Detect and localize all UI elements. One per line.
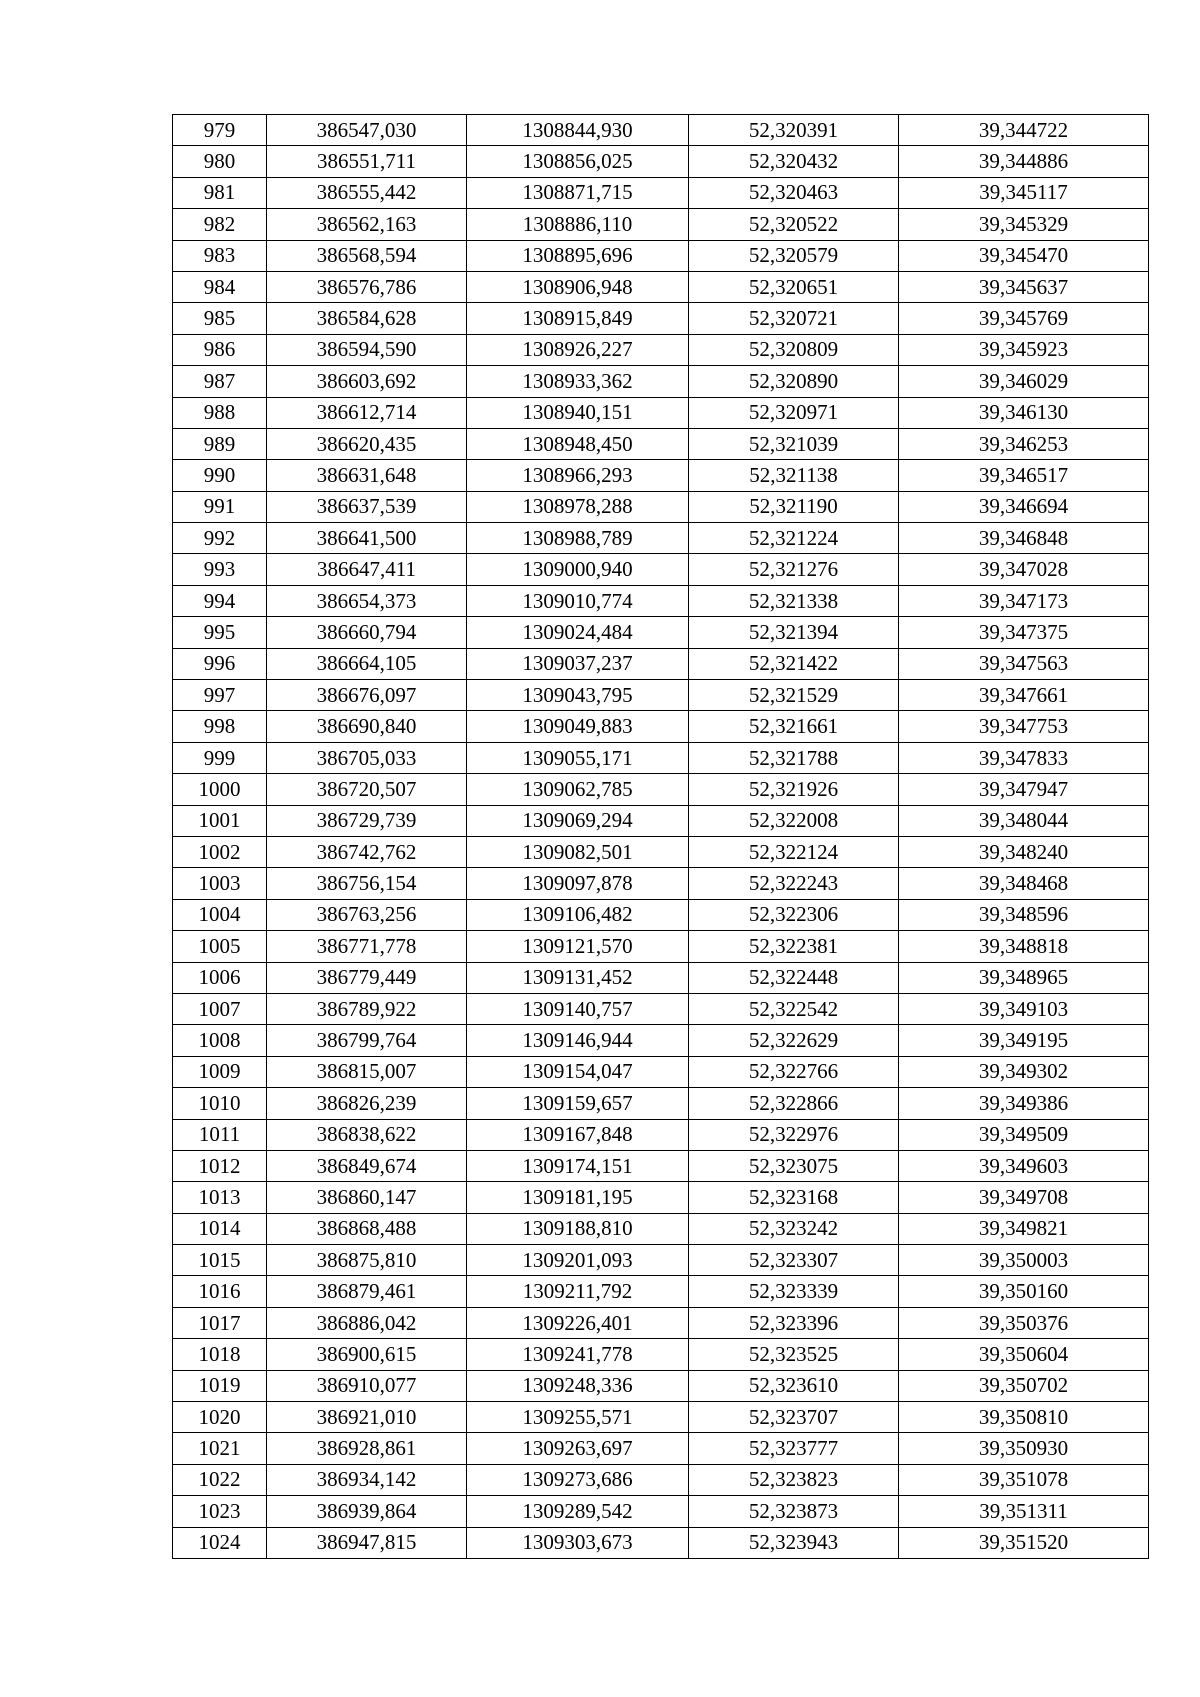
longitude-cell: 39,346848 bbox=[899, 523, 1149, 554]
x-coordinate-cell: 386763,256 bbox=[267, 899, 467, 930]
longitude-cell: 39,349103 bbox=[899, 993, 1149, 1024]
x-coordinate-cell: 386547,030 bbox=[267, 115, 467, 146]
x-coordinate-cell: 386928,861 bbox=[267, 1433, 467, 1464]
latitude-cell: 52,323777 bbox=[689, 1433, 899, 1464]
y-coordinate-cell: 1309049,883 bbox=[467, 711, 689, 742]
point-number-cell: 980 bbox=[173, 146, 267, 177]
y-coordinate-cell: 1309000,940 bbox=[467, 554, 689, 585]
y-coordinate-cell: 1309303,673 bbox=[467, 1527, 689, 1558]
x-coordinate-cell: 386799,764 bbox=[267, 1025, 467, 1056]
longitude-cell: 39,344722 bbox=[899, 115, 1149, 146]
latitude-cell: 52,321276 bbox=[689, 554, 899, 585]
table-row bbox=[173, 899, 1149, 930]
table-row bbox=[173, 554, 1149, 585]
y-coordinate-cell: 1309146,944 bbox=[467, 1025, 689, 1056]
longitude-cell: 39,345117 bbox=[899, 177, 1149, 208]
y-coordinate-cell: 1309062,785 bbox=[467, 774, 689, 805]
y-coordinate-cell: 1309037,237 bbox=[467, 648, 689, 679]
longitude-cell: 39,350160 bbox=[899, 1276, 1149, 1307]
latitude-cell: 52,322629 bbox=[689, 1025, 899, 1056]
latitude-cell: 52,320432 bbox=[689, 146, 899, 177]
point-number-cell: 1022 bbox=[173, 1464, 267, 1495]
y-coordinate-cell: 1308966,293 bbox=[467, 460, 689, 491]
x-coordinate-cell: 386868,488 bbox=[267, 1213, 467, 1244]
x-coordinate-cell: 386729,739 bbox=[267, 805, 467, 836]
y-coordinate-cell: 1309226,401 bbox=[467, 1307, 689, 1338]
latitude-cell: 52,320522 bbox=[689, 209, 899, 240]
x-coordinate-cell: 386647,411 bbox=[267, 554, 467, 585]
table-row bbox=[173, 1088, 1149, 1119]
point-number-cell: 1006 bbox=[173, 962, 267, 993]
longitude-cell: 39,347947 bbox=[899, 774, 1149, 805]
y-coordinate-cell: 1308895,696 bbox=[467, 240, 689, 271]
table-row bbox=[173, 1276, 1149, 1307]
x-coordinate-cell: 386879,461 bbox=[267, 1276, 467, 1307]
y-coordinate-cell: 1308940,151 bbox=[467, 397, 689, 428]
latitude-cell: 52,323525 bbox=[689, 1339, 899, 1370]
longitude-cell: 39,347833 bbox=[899, 742, 1149, 773]
point-number-cell: 1015 bbox=[173, 1245, 267, 1276]
x-coordinate-cell: 386779,449 bbox=[267, 962, 467, 993]
table-row bbox=[173, 931, 1149, 962]
x-coordinate-cell: 386551,711 bbox=[267, 146, 467, 177]
latitude-cell: 52,320890 bbox=[689, 366, 899, 397]
longitude-cell: 39,347375 bbox=[899, 617, 1149, 648]
y-coordinate-cell: 1309055,171 bbox=[467, 742, 689, 773]
point-number-cell: 1019 bbox=[173, 1370, 267, 1401]
table-row bbox=[173, 680, 1149, 711]
point-number-cell: 997 bbox=[173, 680, 267, 711]
longitude-cell: 39,349386 bbox=[899, 1088, 1149, 1119]
point-number-cell: 979 bbox=[173, 115, 267, 146]
longitude-cell: 39,349821 bbox=[899, 1213, 1149, 1244]
y-coordinate-cell: 1309167,848 bbox=[467, 1119, 689, 1150]
y-coordinate-cell: 1308844,930 bbox=[467, 115, 689, 146]
latitude-cell: 52,321788 bbox=[689, 742, 899, 773]
point-number-cell: 996 bbox=[173, 648, 267, 679]
x-coordinate-cell: 386771,778 bbox=[267, 931, 467, 962]
table-row bbox=[173, 523, 1149, 554]
y-coordinate-cell: 1309211,792 bbox=[467, 1276, 689, 1307]
y-coordinate-cell: 1309181,195 bbox=[467, 1182, 689, 1213]
latitude-cell: 52,322766 bbox=[689, 1056, 899, 1087]
latitude-cell: 52,322448 bbox=[689, 962, 899, 993]
point-number-cell: 990 bbox=[173, 460, 267, 491]
table-row bbox=[173, 1213, 1149, 1244]
y-coordinate-cell: 1309024,484 bbox=[467, 617, 689, 648]
point-number-cell: 1005 bbox=[173, 931, 267, 962]
longitude-cell: 39,347173 bbox=[899, 585, 1149, 616]
longitude-cell: 39,346253 bbox=[899, 428, 1149, 459]
x-coordinate-cell: 386584,628 bbox=[267, 303, 467, 334]
x-coordinate-cell: 386756,154 bbox=[267, 868, 467, 899]
table-row bbox=[173, 774, 1149, 805]
point-number-cell: 1013 bbox=[173, 1182, 267, 1213]
latitude-cell: 52,323873 bbox=[689, 1496, 899, 1527]
point-number-cell: 984 bbox=[173, 271, 267, 302]
longitude-cell: 39,348468 bbox=[899, 868, 1149, 899]
y-coordinate-cell: 1309043,795 bbox=[467, 680, 689, 711]
x-coordinate-cell: 386934,142 bbox=[267, 1464, 467, 1495]
point-number-cell: 1012 bbox=[173, 1150, 267, 1181]
latitude-cell: 52,321338 bbox=[689, 585, 899, 616]
latitude-cell: 52,323396 bbox=[689, 1307, 899, 1338]
table-row bbox=[173, 1339, 1149, 1370]
table-row bbox=[173, 271, 1149, 302]
latitude-cell: 52,322866 bbox=[689, 1088, 899, 1119]
longitude-cell: 39,348965 bbox=[899, 962, 1149, 993]
point-number-cell: 988 bbox=[173, 397, 267, 428]
x-coordinate-cell: 386838,622 bbox=[267, 1119, 467, 1150]
latitude-cell: 52,320579 bbox=[689, 240, 899, 271]
y-coordinate-cell: 1309201,093 bbox=[467, 1245, 689, 1276]
latitude-cell: 52,323075 bbox=[689, 1150, 899, 1181]
point-number-cell: 983 bbox=[173, 240, 267, 271]
point-number-cell: 994 bbox=[173, 585, 267, 616]
longitude-cell: 39,344886 bbox=[899, 146, 1149, 177]
table-row bbox=[173, 742, 1149, 773]
x-coordinate-cell: 386815,007 bbox=[267, 1056, 467, 1087]
latitude-cell: 52,321394 bbox=[689, 617, 899, 648]
latitude-cell: 52,321190 bbox=[689, 491, 899, 522]
longitude-cell: 39,349708 bbox=[899, 1182, 1149, 1213]
latitude-cell: 52,321224 bbox=[689, 523, 899, 554]
latitude-cell: 52,321422 bbox=[689, 648, 899, 679]
latitude-cell: 52,322381 bbox=[689, 931, 899, 962]
table-row bbox=[173, 1245, 1149, 1276]
table-row bbox=[173, 711, 1149, 742]
y-coordinate-cell: 1309289,542 bbox=[467, 1496, 689, 1527]
table-row bbox=[173, 1307, 1149, 1338]
longitude-cell: 39,345470 bbox=[899, 240, 1149, 271]
table-row bbox=[173, 1150, 1149, 1181]
x-coordinate-cell: 386555,442 bbox=[267, 177, 467, 208]
longitude-cell: 39,347753 bbox=[899, 711, 1149, 742]
longitude-cell: 39,350376 bbox=[899, 1307, 1149, 1338]
table-row bbox=[173, 115, 1149, 146]
point-number-cell: 1018 bbox=[173, 1339, 267, 1370]
x-coordinate-cell: 386594,590 bbox=[267, 334, 467, 365]
latitude-cell: 52,322306 bbox=[689, 899, 899, 930]
y-coordinate-cell: 1308926,227 bbox=[467, 334, 689, 365]
point-number-cell: 993 bbox=[173, 554, 267, 585]
point-number-cell: 1023 bbox=[173, 1496, 267, 1527]
table-row bbox=[173, 303, 1149, 334]
longitude-cell: 39,346029 bbox=[899, 366, 1149, 397]
latitude-cell: 52,323823 bbox=[689, 1464, 899, 1495]
point-number-cell: 1000 bbox=[173, 774, 267, 805]
y-coordinate-cell: 1308906,948 bbox=[467, 271, 689, 302]
table-row bbox=[173, 617, 1149, 648]
latitude-cell: 52,323168 bbox=[689, 1182, 899, 1213]
x-coordinate-cell: 386860,147 bbox=[267, 1182, 467, 1213]
table-row bbox=[173, 1402, 1149, 1433]
x-coordinate-cell: 386676,097 bbox=[267, 680, 467, 711]
x-coordinate-cell: 386637,539 bbox=[267, 491, 467, 522]
point-number-cell: 1008 bbox=[173, 1025, 267, 1056]
longitude-cell: 39,348240 bbox=[899, 836, 1149, 867]
latitude-cell: 52,323943 bbox=[689, 1527, 899, 1558]
longitude-cell: 39,349603 bbox=[899, 1150, 1149, 1181]
point-number-cell: 1002 bbox=[173, 836, 267, 867]
latitude-cell: 52,322976 bbox=[689, 1119, 899, 1150]
longitude-cell: 39,348818 bbox=[899, 931, 1149, 962]
point-number-cell: 986 bbox=[173, 334, 267, 365]
longitude-cell: 39,345637 bbox=[899, 271, 1149, 302]
latitude-cell: 52,320809 bbox=[689, 334, 899, 365]
longitude-cell: 39,350702 bbox=[899, 1370, 1149, 1401]
latitude-cell: 52,321039 bbox=[689, 428, 899, 459]
longitude-cell: 39,346694 bbox=[899, 491, 1149, 522]
x-coordinate-cell: 386720,507 bbox=[267, 774, 467, 805]
y-coordinate-cell: 1309241,778 bbox=[467, 1339, 689, 1370]
longitude-cell: 39,345769 bbox=[899, 303, 1149, 334]
table-row bbox=[173, 836, 1149, 867]
point-number-cell: 991 bbox=[173, 491, 267, 522]
latitude-cell: 52,322008 bbox=[689, 805, 899, 836]
latitude-cell: 52,320651 bbox=[689, 271, 899, 302]
longitude-cell: 39,350930 bbox=[899, 1433, 1149, 1464]
point-number-cell: 999 bbox=[173, 742, 267, 773]
y-coordinate-cell: 1308915,849 bbox=[467, 303, 689, 334]
coordinate-table bbox=[172, 114, 1149, 1559]
longitude-cell: 39,347563 bbox=[899, 648, 1149, 679]
point-number-cell: 1024 bbox=[173, 1527, 267, 1558]
table-row bbox=[173, 1527, 1149, 1558]
y-coordinate-cell: 1309255,571 bbox=[467, 1402, 689, 1433]
point-number-cell: 1011 bbox=[173, 1119, 267, 1150]
longitude-cell: 39,350810 bbox=[899, 1402, 1149, 1433]
longitude-cell: 39,351520 bbox=[899, 1527, 1149, 1558]
x-coordinate-cell: 386562,163 bbox=[267, 209, 467, 240]
longitude-cell: 39,346517 bbox=[899, 460, 1149, 491]
table-row bbox=[173, 868, 1149, 899]
point-number-cell: 989 bbox=[173, 428, 267, 459]
latitude-cell: 52,320721 bbox=[689, 303, 899, 334]
latitude-cell: 52,323242 bbox=[689, 1213, 899, 1244]
longitude-cell: 39,351311 bbox=[899, 1496, 1149, 1527]
longitude-cell: 39,348044 bbox=[899, 805, 1149, 836]
longitude-cell: 39,350003 bbox=[899, 1245, 1149, 1276]
y-coordinate-cell: 1309069,294 bbox=[467, 805, 689, 836]
table-row bbox=[173, 1056, 1149, 1087]
y-coordinate-cell: 1309159,657 bbox=[467, 1088, 689, 1119]
x-coordinate-cell: 386576,786 bbox=[267, 271, 467, 302]
y-coordinate-cell: 1309106,482 bbox=[467, 899, 689, 930]
x-coordinate-cell: 386826,239 bbox=[267, 1088, 467, 1119]
longitude-cell: 39,349302 bbox=[899, 1056, 1149, 1087]
table-row bbox=[173, 648, 1149, 679]
table-row bbox=[173, 585, 1149, 616]
x-coordinate-cell: 386690,840 bbox=[267, 711, 467, 742]
table-row bbox=[173, 1433, 1149, 1464]
table-row bbox=[173, 1464, 1149, 1495]
table-row bbox=[173, 146, 1149, 177]
y-coordinate-cell: 1309010,774 bbox=[467, 585, 689, 616]
longitude-cell: 39,345329 bbox=[899, 209, 1149, 240]
point-number-cell: 1004 bbox=[173, 899, 267, 930]
x-coordinate-cell: 386664,105 bbox=[267, 648, 467, 679]
y-coordinate-cell: 1308856,025 bbox=[467, 146, 689, 177]
longitude-cell: 39,351078 bbox=[899, 1464, 1149, 1495]
point-number-cell: 981 bbox=[173, 177, 267, 208]
table-row bbox=[173, 805, 1149, 836]
longitude-cell: 39,345923 bbox=[899, 334, 1149, 365]
x-coordinate-cell: 386620,435 bbox=[267, 428, 467, 459]
latitude-cell: 52,323307 bbox=[689, 1245, 899, 1276]
x-coordinate-cell: 386789,922 bbox=[267, 993, 467, 1024]
x-coordinate-cell: 386568,594 bbox=[267, 240, 467, 271]
y-coordinate-cell: 1308886,110 bbox=[467, 209, 689, 240]
table-row bbox=[173, 962, 1149, 993]
y-coordinate-cell: 1309140,757 bbox=[467, 993, 689, 1024]
y-coordinate-cell: 1309121,570 bbox=[467, 931, 689, 962]
y-coordinate-cell: 1309248,336 bbox=[467, 1370, 689, 1401]
y-coordinate-cell: 1308978,288 bbox=[467, 491, 689, 522]
point-number-cell: 1017 bbox=[173, 1307, 267, 1338]
x-coordinate-cell: 386641,500 bbox=[267, 523, 467, 554]
y-coordinate-cell: 1309273,686 bbox=[467, 1464, 689, 1495]
table-row bbox=[173, 993, 1149, 1024]
table-row bbox=[173, 240, 1149, 271]
y-coordinate-cell: 1309131,452 bbox=[467, 962, 689, 993]
point-number-cell: 1020 bbox=[173, 1402, 267, 1433]
point-number-cell: 1003 bbox=[173, 868, 267, 899]
y-coordinate-cell: 1309082,501 bbox=[467, 836, 689, 867]
latitude-cell: 52,321138 bbox=[689, 460, 899, 491]
x-coordinate-cell: 386886,042 bbox=[267, 1307, 467, 1338]
table-row bbox=[173, 460, 1149, 491]
point-number-cell: 1010 bbox=[173, 1088, 267, 1119]
longitude-cell: 39,346130 bbox=[899, 397, 1149, 428]
table-row bbox=[173, 209, 1149, 240]
x-coordinate-cell: 386631,648 bbox=[267, 460, 467, 491]
latitude-cell: 52,320391 bbox=[689, 115, 899, 146]
point-number-cell: 1021 bbox=[173, 1433, 267, 1464]
point-number-cell: 1009 bbox=[173, 1056, 267, 1087]
table-row bbox=[173, 1182, 1149, 1213]
table-row bbox=[173, 1496, 1149, 1527]
latitude-cell: 52,323339 bbox=[689, 1276, 899, 1307]
point-number-cell: 987 bbox=[173, 366, 267, 397]
x-coordinate-cell: 386849,674 bbox=[267, 1150, 467, 1181]
latitude-cell: 52,322243 bbox=[689, 868, 899, 899]
x-coordinate-cell: 386900,615 bbox=[267, 1339, 467, 1370]
x-coordinate-cell: 386742,762 bbox=[267, 836, 467, 867]
table-row bbox=[173, 1119, 1149, 1150]
y-coordinate-cell: 1308933,362 bbox=[467, 366, 689, 397]
table-row bbox=[173, 334, 1149, 365]
table-row bbox=[173, 366, 1149, 397]
point-number-cell: 992 bbox=[173, 523, 267, 554]
x-coordinate-cell: 386910,077 bbox=[267, 1370, 467, 1401]
longitude-cell: 39,347661 bbox=[899, 680, 1149, 711]
latitude-cell: 52,322124 bbox=[689, 836, 899, 867]
latitude-cell: 52,321926 bbox=[689, 774, 899, 805]
y-coordinate-cell: 1309188,810 bbox=[467, 1213, 689, 1244]
y-coordinate-cell: 1309154,047 bbox=[467, 1056, 689, 1087]
x-coordinate-cell: 386875,810 bbox=[267, 1245, 467, 1276]
point-number-cell: 1016 bbox=[173, 1276, 267, 1307]
longitude-cell: 39,347028 bbox=[899, 554, 1149, 585]
y-coordinate-cell: 1308871,715 bbox=[467, 177, 689, 208]
x-coordinate-cell: 386654,373 bbox=[267, 585, 467, 616]
y-coordinate-cell: 1308988,789 bbox=[467, 523, 689, 554]
latitude-cell: 52,321529 bbox=[689, 680, 899, 711]
longitude-cell: 39,349195 bbox=[899, 1025, 1149, 1056]
point-number-cell: 995 bbox=[173, 617, 267, 648]
point-number-cell: 1001 bbox=[173, 805, 267, 836]
y-coordinate-cell: 1308948,450 bbox=[467, 428, 689, 459]
latitude-cell: 52,323707 bbox=[689, 1402, 899, 1433]
point-number-cell: 1007 bbox=[173, 993, 267, 1024]
point-number-cell: 982 bbox=[173, 209, 267, 240]
longitude-cell: 39,350604 bbox=[899, 1339, 1149, 1370]
coordinate-table-body bbox=[173, 115, 1149, 1559]
table-row bbox=[173, 397, 1149, 428]
x-coordinate-cell: 386947,815 bbox=[267, 1527, 467, 1558]
longitude-cell: 39,349509 bbox=[899, 1119, 1149, 1150]
latitude-cell: 52,320971 bbox=[689, 397, 899, 428]
x-coordinate-cell: 386660,794 bbox=[267, 617, 467, 648]
x-coordinate-cell: 386603,692 bbox=[267, 366, 467, 397]
table-row bbox=[173, 1025, 1149, 1056]
y-coordinate-cell: 1309263,697 bbox=[467, 1433, 689, 1464]
y-coordinate-cell: 1309174,151 bbox=[467, 1150, 689, 1181]
table-row bbox=[173, 1370, 1149, 1401]
latitude-cell: 52,320463 bbox=[689, 177, 899, 208]
y-coordinate-cell: 1309097,878 bbox=[467, 868, 689, 899]
latitude-cell: 52,321661 bbox=[689, 711, 899, 742]
table-row bbox=[173, 177, 1149, 208]
point-number-cell: 1014 bbox=[173, 1213, 267, 1244]
point-number-cell: 998 bbox=[173, 711, 267, 742]
point-number-cell: 985 bbox=[173, 303, 267, 334]
x-coordinate-cell: 386705,033 bbox=[267, 742, 467, 773]
latitude-cell: 52,322542 bbox=[689, 993, 899, 1024]
x-coordinate-cell: 386939,864 bbox=[267, 1496, 467, 1527]
table-row bbox=[173, 428, 1149, 459]
longitude-cell: 39,348596 bbox=[899, 899, 1149, 930]
table-row bbox=[173, 491, 1149, 522]
x-coordinate-cell: 386921,010 bbox=[267, 1402, 467, 1433]
x-coordinate-cell: 386612,714 bbox=[267, 397, 467, 428]
latitude-cell: 52,323610 bbox=[689, 1370, 899, 1401]
